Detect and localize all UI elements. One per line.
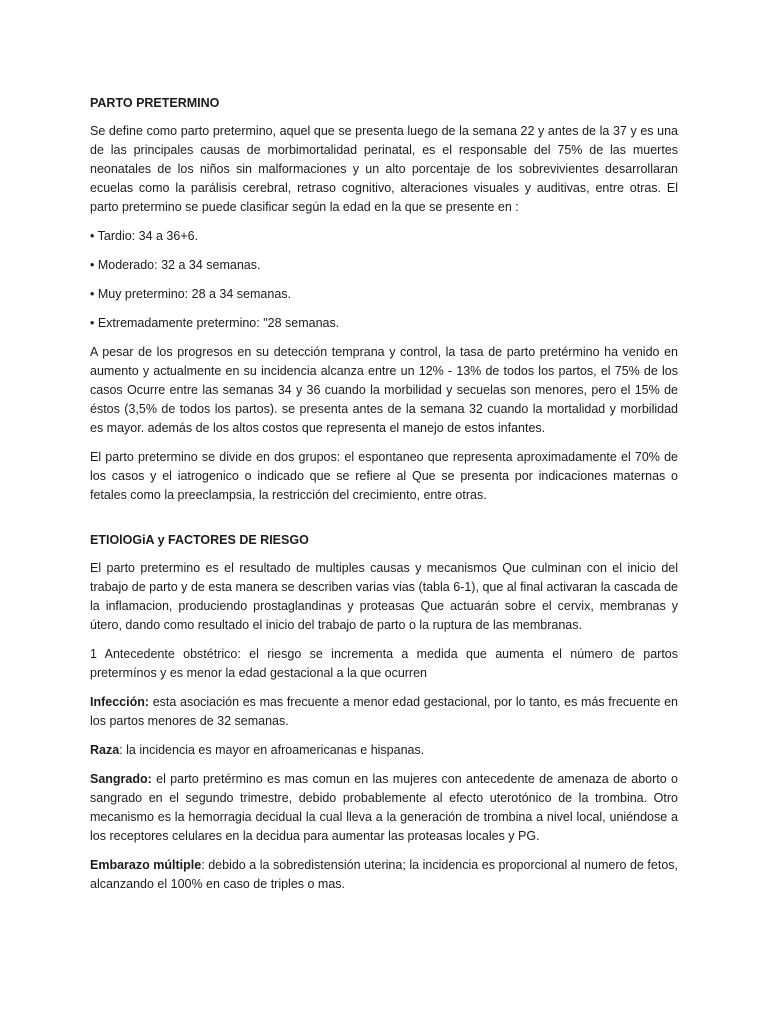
factor-label: Sangrado: bbox=[90, 772, 152, 786]
factor-label: Raza bbox=[90, 743, 120, 757]
bullet-tardio: • Tardio: 34 a 36+6. bbox=[90, 229, 199, 243]
factor-text: : la incidencia es mayor en afroamericanas e hispanas. bbox=[119, 743, 425, 757]
section-title-etiologia: ETIOlOGiA y FACTORES DE RIESGO bbox=[90, 533, 309, 547]
groups-paragraph: El parto pretermino se divide en dos grupos: el espontaneo que representa aproximadamente el 70% de los casos y el iatrogenico o indicado que se refiere al Que se presenta por indicaciones maternas o fetales como la preeclampsia, la restricción del crecimiento, entre otras. bbox=[90, 450, 678, 502]
factor-embarazo-multiple bbox=[90, 856, 678, 894]
incidence-paragraph: A pesar de los progresos en su detección temprana y control, la tasa de parto pretérmino ha venido en aumento y actualmente en su incidencia alcanza entre un 12% - 13% de todos los partos, el 75% de los casos Ocurre entre las semanas 34 y 36 cuando la morbilidad y secuelas son menores, pero el 15% de éstos (3,5% de todos los partos). se presenta antes de la semana 32 cuando la mortalidad y morbilidad es mayor. además de los altos costos que representa el manejo de estos infantes. bbox=[90, 345, 678, 435]
bullet-extremadamente-pretermino: • Extremadamente pretermino: "28 semanas. bbox=[90, 316, 340, 330]
factor-sangrado bbox=[90, 770, 678, 846]
factor-raza bbox=[90, 741, 678, 760]
section-title-parto-pretermino: PARTO PRETERMINO bbox=[90, 96, 220, 110]
etiology-paragraph: El parto pretermino es el resultado de multiples causas y mecanismos Que culminan con el inicio del trabajo de parto y de esta manera se describen varias vias (tabla 6-1), que al final activaran la cascada de la inflamacion, produciendo prostaglandinas y proteasas Que actuarán sobre el cervix, membranas y útero, dando como resultado el inicio del trabajo de parto o la ruptura de las membranas. bbox=[90, 561, 678, 632]
factor-text: : debido a la sobredistensión uterina; la incidencia es proporcional al numero de fetos, alcanzando el 100% en caso de triples o mas. bbox=[90, 858, 678, 891]
document-body bbox=[90, 94, 678, 904]
intro-paragraph: Se define como parto pretermino, aquel que se presenta luego de la semana 22 y antes de la 37 y es una de las principales causas de morbimortalidad perinatal, es el responsable del 75% de las muertes neonatales de los niños sin malformaciones y un alto porcentaje de los sobrevivientes desarrollaran ecuelas como la parálisis cerebral, retraso cognitivo, alteraciones visuales y auditivas, entre otras. El parto pretermino se puede clasificar según la edad en la que se presente en : bbox=[90, 124, 678, 214]
factor-label: Infección: bbox=[90, 695, 150, 709]
section-spacer bbox=[90, 515, 678, 531]
factor-text: el parto pretérmino es mas comun en las mujeres con antecedente de amenaza de aborto o sangrado en el segundo trimestre, debido probablemente al efecto uterotónico de la trombina. Otro mecanismo es la hemorragia decidual la cual lleva a la generación de trombina a nivel local, uniéndose a los receptores celulares en la decidua para aumentar las proteasas locales y PG. bbox=[90, 772, 678, 843]
antecedente-paragraph: 1 Antecedente obstétrico: el riesgo se incrementa a medida que aumenta el número de partos pretermínos y es menor la edad gestacional a la que ocurren bbox=[90, 647, 678, 680]
factor-label: Embarazo múltiple bbox=[90, 858, 202, 872]
bullet-muy-pretermino: • Muy pretermino: 28 a 34 semanas. bbox=[90, 287, 292, 301]
bullet-moderado: • Moderado: 32 a 34 semanas. bbox=[90, 258, 261, 272]
factor-text: esta asociación es mas frecuente a menor edad gestacional, por lo tanto, es más frecuente en los partos menores de 32 semanas. bbox=[90, 695, 678, 728]
factor-infeccion bbox=[90, 693, 678, 731]
